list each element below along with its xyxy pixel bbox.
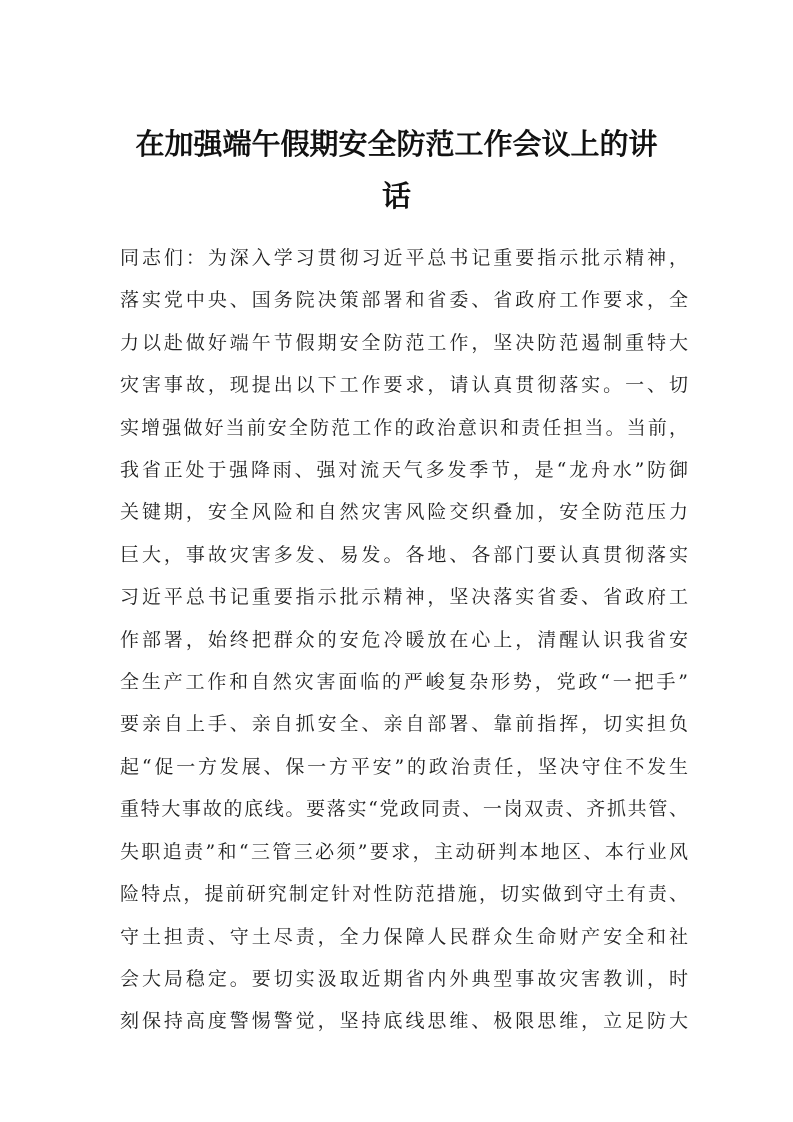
body-line: 落实党中央、国务院决策部署和省委、省政府工作要求，全 bbox=[120, 289, 688, 312]
body-line: 作部署，始终把群众的安危冷暖放在心上，清醒认识我省安 bbox=[120, 628, 688, 651]
body-line: 险特点，提前研究制定针对性防范措施，切实做到守土有责、 bbox=[120, 883, 688, 906]
body-line: 会大局稳定。要切实汲取近期省内外典型事故灾害教训，时 bbox=[120, 967, 688, 990]
body-line: 实增强做好当前安全防范工作的政治意识和责任担当。当前， bbox=[120, 416, 688, 439]
body-line: 刻保持高度警惕警觉，坚持底线思维、极限思维，立足防大 bbox=[120, 1010, 688, 1033]
body-line: 巨大，事故灾害多发、易发。各地、各部门要认真贯彻落实 bbox=[120, 543, 688, 566]
document-body bbox=[120, 237, 688, 1043]
document-title-line-2: 话 bbox=[381, 179, 411, 213]
body-line: 关键期，安全风险和自然灾害风险交织叠加，安全防范压力 bbox=[120, 501, 688, 524]
body-line: 守土担责、守土尽责，全力保障人民群众生命财产安全和社 bbox=[120, 925, 688, 948]
body-line: 习近平总书记重要指示批示精神，坚决落实省委、省政府工 bbox=[120, 586, 688, 609]
document-title-line-1: 在加强端午假期安全防范工作会议上的讲 bbox=[135, 127, 658, 161]
body-line: 我省正处于强降雨、强对流天气多发季节，是“龙舟水”防御 bbox=[120, 459, 688, 482]
body-line: 起“促一方发展、保一方平安”的政治责任，坚决守住不发生 bbox=[120, 755, 688, 778]
body-line: 全生产工作和自然灾害面临的严峻复杂形势，党政“一把手” bbox=[120, 671, 688, 694]
body-line: 要亲自上手、亲自抓安全、亲自部署、靠前指挥，切实担负 bbox=[120, 713, 688, 736]
body-line: 失职追责”和“三管三必须”要求，主动研判本地区、本行业风 bbox=[120, 840, 688, 863]
body-line: 同志们：为深入学习贯彻习近平总书记重要指示批示精神， bbox=[120, 247, 688, 269]
body-line: 力以赴做好端午节假期安全防范工作，坚决防范遏制重特大 bbox=[120, 331, 688, 354]
body-line: 重特大事故的底线。要落实“党政同责、一岗双责、齐抓共管、 bbox=[120, 798, 688, 821]
body-line: 灾害事故，现提出以下工作要求，请认真贯彻落实。一、切 bbox=[120, 374, 688, 397]
